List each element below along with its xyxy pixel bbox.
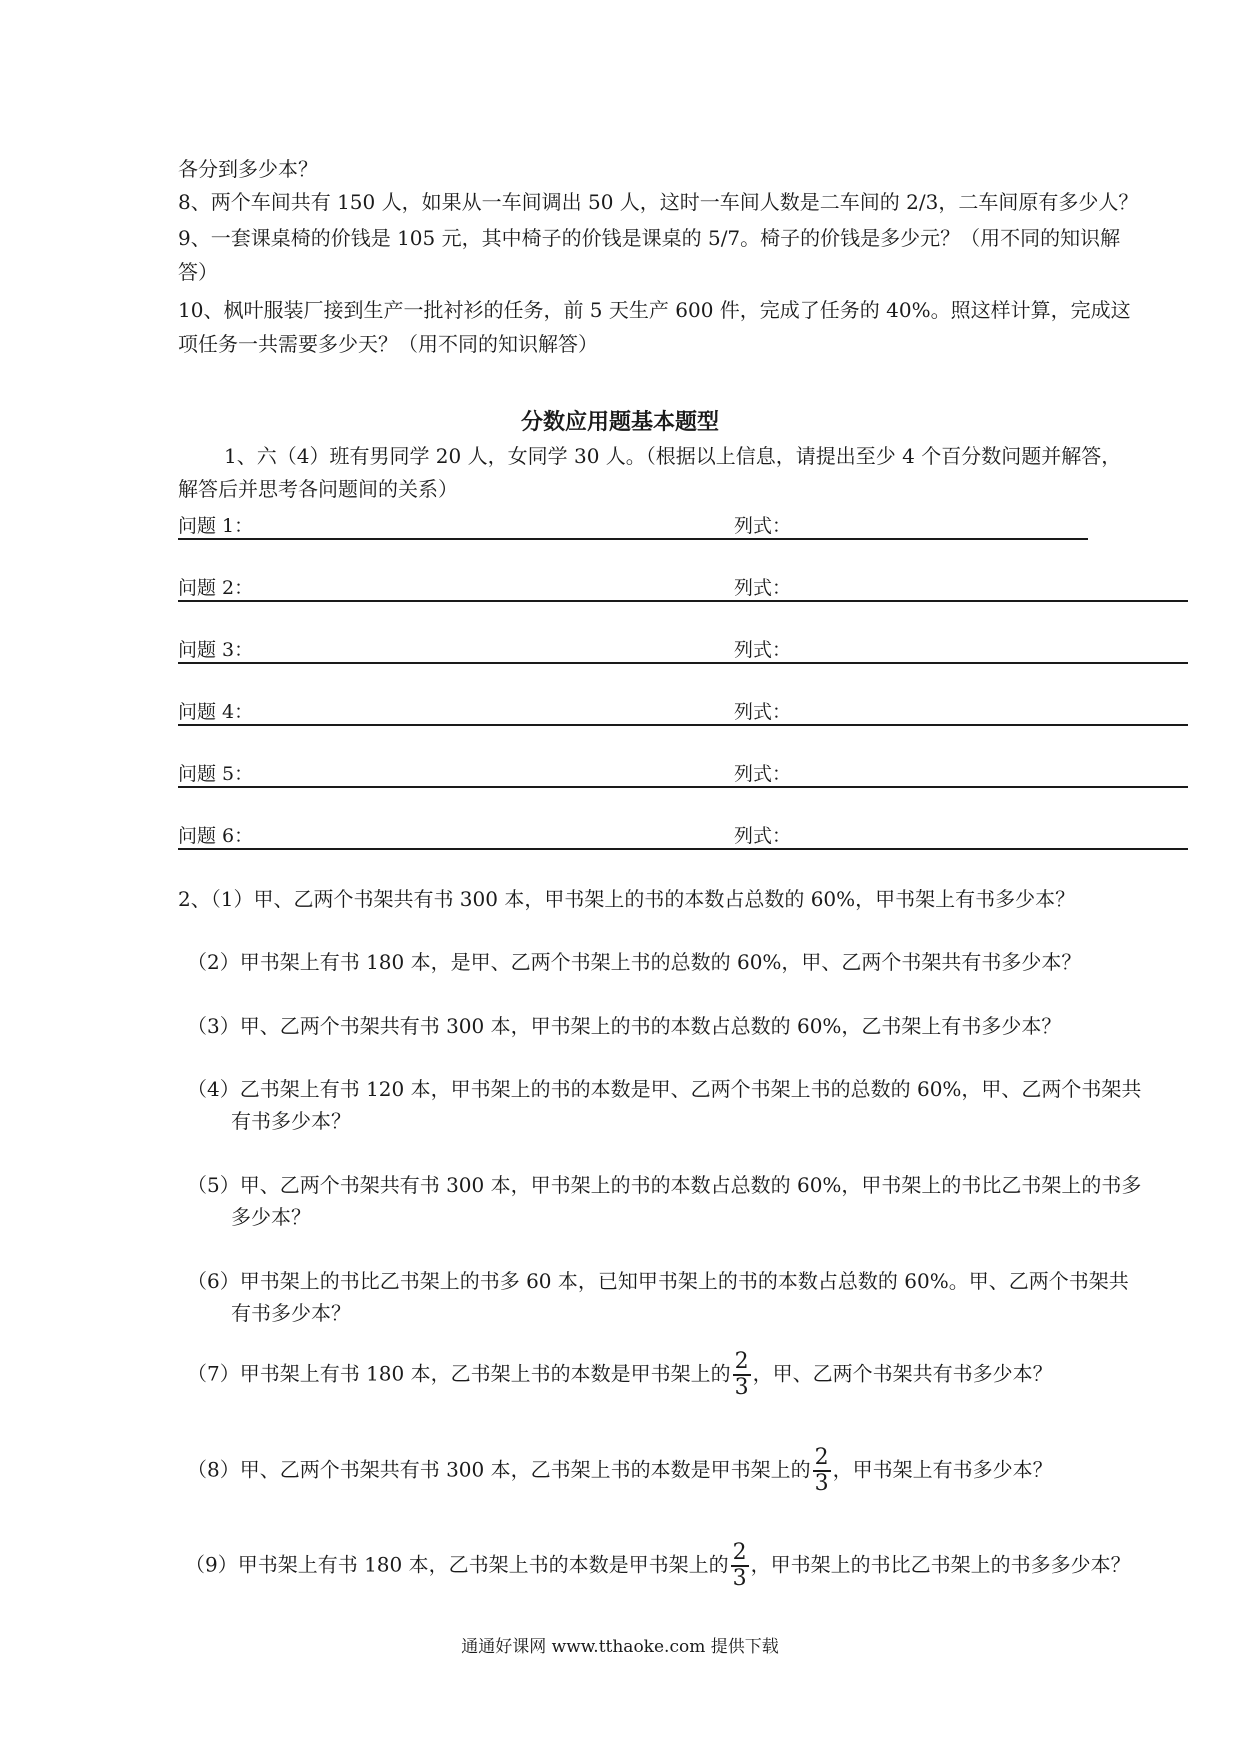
answer-underline[interactable] bbox=[178, 600, 1188, 602]
question-label: 问题 2： bbox=[178, 577, 254, 599]
fraction-two-thirds bbox=[813, 1446, 831, 1496]
formula-label: 列式： bbox=[734, 577, 792, 599]
problem-9-line1: 9、一套课桌椅的价钱是 105 元，其中椅子的价钱是课桌的 5/7。椅子的价钱是多少元？（用不同的知识解 bbox=[178, 226, 1121, 250]
fraction-denominator: 3 bbox=[734, 1375, 749, 1400]
answer-underline[interactable] bbox=[178, 786, 1188, 788]
answer-row-2 bbox=[178, 572, 1188, 602]
formula-label: 列式： bbox=[734, 825, 792, 847]
formula-label: 列式： bbox=[734, 639, 792, 661]
problem-10-line1: 10、枫叶服装厂接到生产一批衬衫的任务，前 5 天生产 600 件，完成了任务的 40%。照这样计算，完成这 bbox=[178, 298, 1131, 322]
answer-row-4 bbox=[178, 696, 1188, 726]
fraction-numerator: 2 bbox=[814, 1445, 829, 1470]
question-label: 问题 6： bbox=[178, 825, 254, 847]
answer-underline[interactable] bbox=[178, 848, 1188, 850]
answer-underline[interactable] bbox=[178, 662, 1188, 664]
question-2-part-5-line2: 多少本？ bbox=[231, 1205, 311, 1229]
formula-label: 列式： bbox=[734, 515, 792, 537]
question-1-line1: 1、六（4）班有男同学 20 人，女同学 30 人。（根据以上信息，请提出至少 4 个百分数问题并解答， bbox=[224, 444, 1122, 468]
part-7-text-after: ，甲、乙两个书架共有书多少本？ bbox=[752, 1361, 1053, 1386]
question-label: 问题 5： bbox=[178, 763, 254, 785]
question-2-part-9 bbox=[185, 1541, 1131, 1591]
question-2-part-6-line1: （6）甲书架上的书比乙书架上的书多 60 本，已知甲书架上的书的本数占总数的 60%。甲、乙两个书架共 bbox=[187, 1269, 1129, 1293]
formula-label: 列式： bbox=[734, 701, 792, 723]
fraction-two-thirds bbox=[731, 1541, 749, 1591]
question-label: 问题 3： bbox=[178, 639, 254, 661]
question-2-part-3: （3）甲、乙两个书架共有书 300 本，甲书架上的书的本数占总数的 60%，乙书架上有书多少本？ bbox=[187, 1014, 1062, 1038]
problem-9-line2: 答） bbox=[178, 260, 218, 284]
fraction-two-thirds bbox=[733, 1350, 751, 1400]
answer-row-3 bbox=[178, 634, 1188, 664]
part-8-text-before: （8）甲、乙两个书架共有书 300 本，乙书架上书的本数是甲书架上的 bbox=[187, 1457, 811, 1482]
question-2-part-6-line2: 有书多少本？ bbox=[231, 1301, 351, 1325]
question-2-part-4-line1: （4）乙书架上有书 120 本，甲书架上的书的本数是甲、乙两个书架上书的总数的 60%，甲、乙两个书架共 bbox=[187, 1077, 1142, 1101]
problem-8: 8、两个车间共有 150 人，如果从一车间调出 50 人，这时一车间人数是二车间的 2/3，二车间原有多少人？ bbox=[178, 190, 1139, 214]
page-footer: 通通好课网 www.tthaoke.com 提供下载 bbox=[461, 1637, 779, 1657]
part-7-text-before: （7）甲书架上有书 180 本，乙书架上书的本数是甲书架上的 bbox=[187, 1361, 731, 1386]
part-9-text-before: （9）甲书架上有书 180 本，乙书架上书的本数是甲书架上的 bbox=[185, 1552, 729, 1577]
question-2-part-8 bbox=[187, 1446, 1053, 1496]
answer-underline[interactable] bbox=[178, 538, 1088, 540]
section-title: 分数应用题基本题型 bbox=[520, 410, 719, 435]
text-line: 各分到多少本？ bbox=[178, 157, 318, 181]
answer-underline[interactable] bbox=[178, 724, 1188, 726]
answer-row-6 bbox=[178, 820, 1188, 850]
problem-10-line2: 项任务一共需要多少天？（用不同的知识解答） bbox=[178, 332, 598, 356]
answer-row-1 bbox=[178, 510, 1188, 540]
question-2-part-5-line1: （5）甲、乙两个书架共有书 300 本，甲书架上的书的本数占总数的 60%，甲书架上的书比乙书架上的书多 bbox=[187, 1173, 1142, 1197]
part-9-text-after: ，甲书架上的书比乙书架上的书多多少本？ bbox=[750, 1552, 1131, 1577]
question-2-part-7 bbox=[187, 1350, 1053, 1400]
fraction-denominator: 3 bbox=[814, 1471, 829, 1496]
fraction-numerator: 2 bbox=[734, 1349, 749, 1374]
formula-label: 列式： bbox=[734, 763, 792, 785]
part-8-text-after: ，甲书架上有书多少本？ bbox=[832, 1457, 1053, 1482]
question-2-part-2: （2）甲书架上有书 180 本，是甲、乙两个书架上书的总数的 60%，甲、乙两个书架共有书多少本？ bbox=[187, 950, 1082, 974]
question-2-part-4-line2: 有书多少本？ bbox=[231, 1109, 351, 1133]
fraction-numerator: 2 bbox=[732, 1540, 747, 1565]
question-2-part-1: 2、（1）甲、乙两个书架共有书 300 本，甲书架上的书的本数占总数的 60%，甲书架上有书多少本？ bbox=[178, 887, 1076, 911]
question-label: 问题 4： bbox=[178, 701, 254, 723]
fraction-denominator: 3 bbox=[732, 1566, 747, 1591]
question-label: 问题 1： bbox=[178, 515, 254, 537]
answer-row-5 bbox=[178, 758, 1188, 788]
question-1-line2: 解答后并思考各问题间的关系） bbox=[178, 477, 458, 501]
